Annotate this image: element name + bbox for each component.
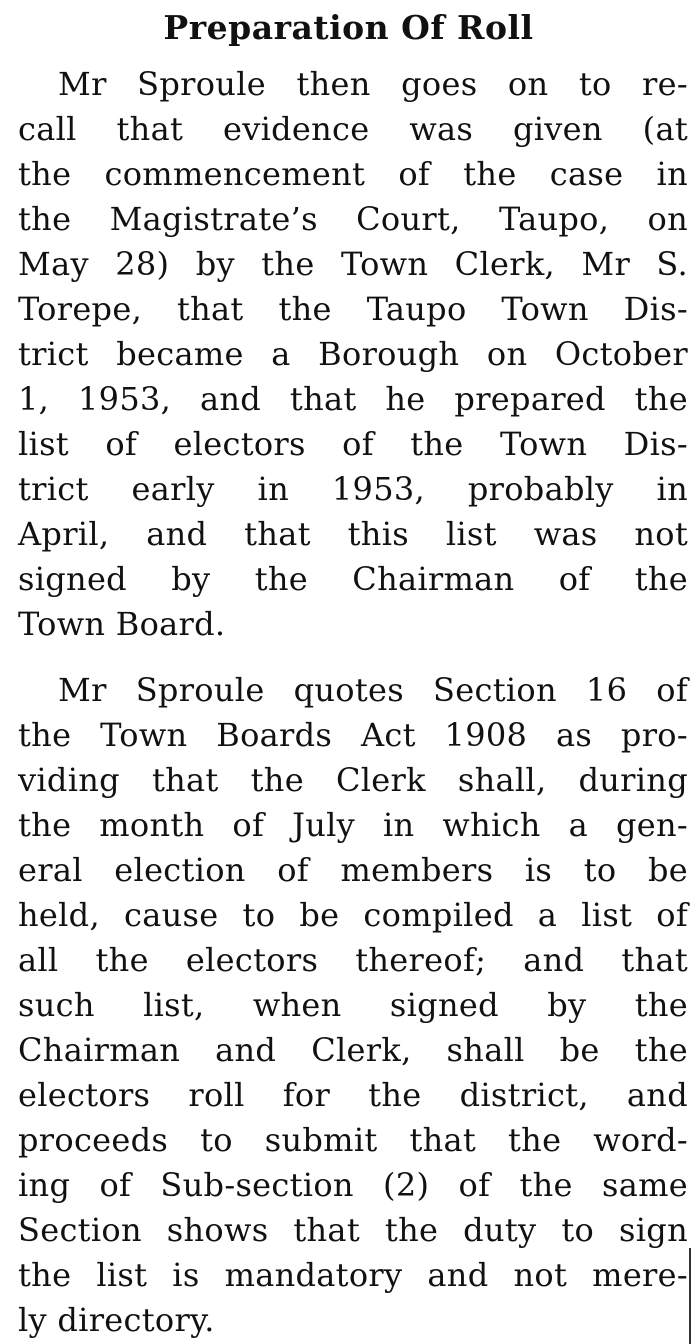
paragraph-line: ly directory. <box>18 1301 215 1339</box>
paragraph-line: Torepe, that the Taupo Town Dis- <box>18 290 688 328</box>
paragraph-line: list of electors of the Town Dis- <box>18 425 688 463</box>
paragraph-line: proceeds to submit that the word- <box>18 1121 688 1159</box>
paragraph-line: the Magistrate’s Court, Taupo, on <box>18 200 688 238</box>
paragraph-line: held, cause to be compiled a list of <box>18 896 688 934</box>
paragraph-line: eral election of members is to be <box>18 851 688 889</box>
paragraph-line: the Town Boards Act 1908 as pro- <box>18 716 688 754</box>
paragraph-line: trict early in 1953, probably in <box>18 470 688 508</box>
paragraph-line: the list is mandatory and not mere- <box>18 1256 688 1294</box>
paragraph-line: the month of July in which a gen- <box>18 806 688 844</box>
paragraph-line: such list, when signed by the <box>18 986 688 1024</box>
paragraph-line: Mr Sproule quotes Section 16 of <box>58 671 688 709</box>
paragraph-line: trict became a Borough on October <box>18 335 688 373</box>
paragraph-line: 1, 1953, and that he prepared the <box>18 380 688 418</box>
paragraph-line: electors roll for the district, and <box>18 1076 688 1114</box>
paragraph-line: call that evidence was given (at <box>18 110 688 148</box>
paragraph-line: Mr Sproule then goes on to re- <box>58 65 688 103</box>
paragraph-line: the commencement of the case in <box>18 155 688 193</box>
paragraph-line: signed by the Chairman of the <box>18 560 688 598</box>
paragraph-line: May 28) by the Town Clerk, Mr S. <box>18 245 688 283</box>
paragraph-line: Chairman and Clerk, shall be the <box>18 1031 688 1069</box>
paragraph-line: April, and that this list was not <box>18 515 688 553</box>
paragraph-line: Town Board. <box>18 605 226 643</box>
paragraph-line: ing of Sub-section (2) of the same <box>18 1166 688 1204</box>
article-headline: Preparation Of Roll <box>163 8 534 47</box>
column-rule <box>689 1248 691 1344</box>
paragraph-line: Section shows that the duty to sign <box>18 1211 688 1249</box>
paragraph-line: viding that the Clerk shall, during <box>18 761 688 799</box>
paragraph-line: all the electors thereof; and that <box>18 941 688 979</box>
